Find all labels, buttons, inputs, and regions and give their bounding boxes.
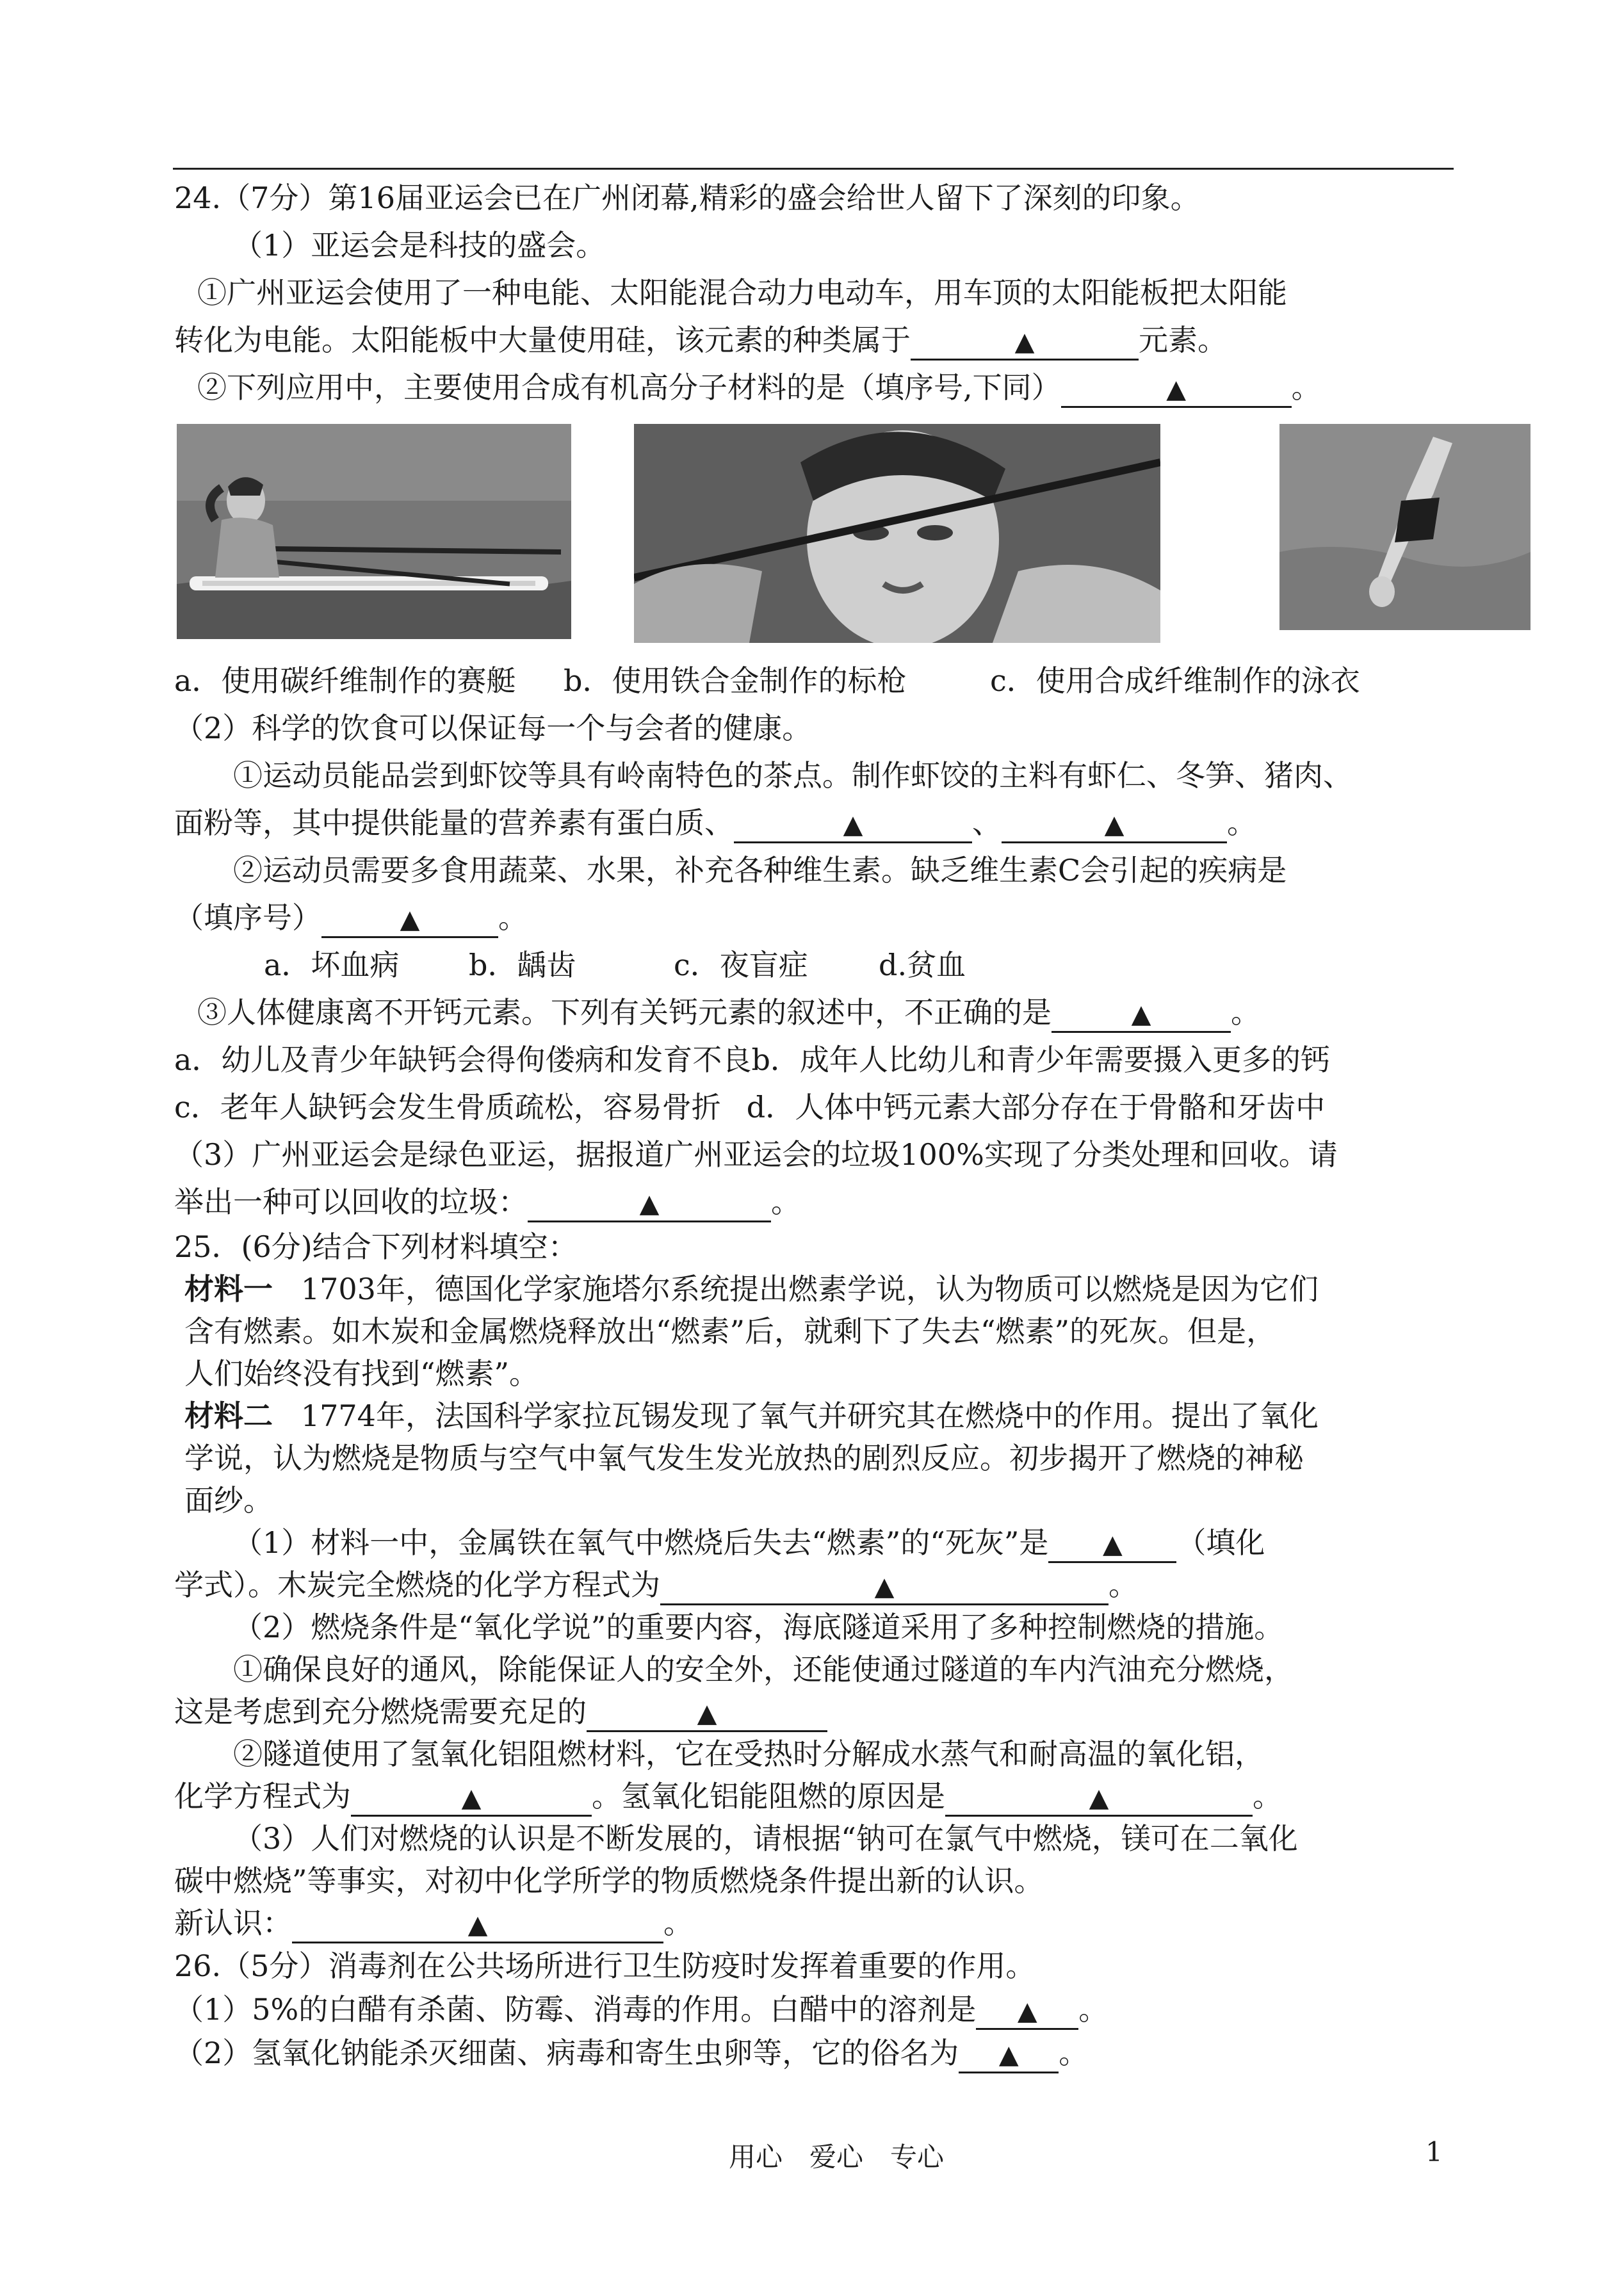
answer-blank-nutrient-1[interactable] [734, 806, 972, 843]
q25-part2-a-text: 这是考虑到充分燃烧需要充足的 [174, 1694, 587, 1729]
q24-part2-a-separator: 、 [972, 806, 1002, 840]
answer-blank-vinegar-solvent[interactable] [976, 1993, 1078, 2030]
q24-part2-c-line [174, 989, 1461, 1036]
q24-part2-a-line2 [174, 799, 1461, 847]
q24-part1-b-line [174, 364, 1461, 411]
diver-photo [1279, 424, 1531, 630]
rowing-boat-photo [177, 424, 571, 639]
answer-blank-nutrient-2[interactable] [1002, 806, 1227, 843]
answer-blank-vitamin-c-disease[interactable] [321, 901, 498, 938]
triangle-marker-icon [1089, 1783, 1109, 1813]
footer-motto: 用心 爱心 专心 [729, 2141, 945, 2173]
triangle-marker-icon [640, 1189, 660, 1219]
triangle-marker-icon [1015, 327, 1035, 357]
option-c: c．夜盲症 [674, 948, 808, 982]
q25-part3-line1: （3）人们对燃烧的认识是不断发展的，请根据“钠可在氯气中燃烧，镁可在二氧化 [233, 1821, 1298, 1856]
answer-blank-polymer-material[interactable] [1061, 371, 1292, 408]
answer-blank-calcium[interactable] [1052, 996, 1231, 1033]
exam-content [174, 174, 1461, 2075]
q25-part1-line2 [174, 1564, 1461, 1606]
calcium-option-d: d．人体中钙元素大部分存在于骨骼和牙齿中 [746, 1090, 1326, 1124]
answer-blank-new-understanding[interactable] [292, 1906, 663, 1943]
q26-part2-text: （2）氢氧化钠能杀灭细菌、病毒和寄生虫卵等，它的俗名为 [174, 2036, 959, 2070]
calcium-option-c: c．老年人缺钙会发生骨质疏松，容易骨折 [174, 1090, 721, 1124]
answer-blank-flame-retardant-reason[interactable] [945, 1780, 1253, 1817]
option-a: a．坏血病 [264, 948, 400, 982]
q25-part1-suffix2: 。 [1108, 1568, 1138, 1602]
q25-part3-line3 [174, 1902, 1461, 1944]
q25-part2-a-line1: ①确保良好的通风，除能保证人的安全外，还能使通过隧道的车内汽油充分燃烧， [233, 1652, 1294, 1687]
q25-part2-b-mid: 。氢氧化铝能阻燃的原因是 [592, 1779, 945, 1813]
q26-part1-text: （1）5%的白醋有杀菌、防霉、消毒的作用。白醋中的溶剂是 [174, 1992, 977, 2027]
q24-part1-a-suffix: 元素。 [1139, 323, 1227, 357]
triangle-marker-icon [1166, 375, 1186, 404]
q25-part3-suffix: 。 [663, 1906, 693, 1940]
javelin-thrower-photo [634, 424, 1160, 643]
header-rule [173, 168, 1454, 170]
q25-part1-suffix: （填化 [1176, 1525, 1265, 1560]
triangle-marker-icon [1103, 1530, 1123, 1559]
triangle-marker-icon [999, 2040, 1019, 2070]
q24-part2-a-line1: ①运动员能品尝到虾饺等具有岭南特色的茶点。制作虾饺的主料有虾仁、冬笋、猪肉、 [233, 758, 1352, 793]
q24-title: 24.（7分）第16届亚运会已在广州闭幕,精彩的盛会给世人留下了深刻的印象。 [174, 181, 1200, 215]
caption-c: c．使用合成纤维制作的泳衣 [990, 663, 1360, 698]
triangle-marker-icon [468, 1910, 488, 1940]
q24-part2-b-options [174, 941, 1461, 989]
answer-blank-recyclable[interactable] [528, 1185, 771, 1222]
q25-material1-line2: 含有燃素。如木炭和金属燃烧释放出“燃素”后，就剩下了失去“燃素”的死灰。但是， [184, 1314, 1276, 1349]
caption-b: b．使用铁合金制作的标枪 [564, 663, 907, 698]
caption-a: a．使用碳纤维制作的赛艇 [174, 663, 516, 698]
q24-part1-a-text: 转化为电能。太阳能板中大量使用硅，该元素的种类属于 [174, 323, 911, 357]
q24-part2-a-text: 面粉等，其中提供能量的营养素有蛋白质、 [174, 806, 734, 840]
triangle-marker-icon [697, 1699, 717, 1728]
q26-part2-line [174, 2031, 1461, 2075]
q24-part2-c-suffix: 。 [1231, 995, 1260, 1030]
q25-title: 25．(6分)结合下列材料填空： [174, 1229, 578, 1264]
q25-part2-heading: （2）燃烧条件是“氧化学说”的重要内容，海底隧道采用了多种控制燃烧的措施。 [233, 1610, 1284, 1644]
q25-material2-line3: 面纱。 [184, 1483, 273, 1518]
q26-part1-suffix: 。 [1078, 1992, 1108, 2027]
q24-part2-b-text: （填序号） [174, 900, 321, 935]
q24-part2-b-line2 [174, 894, 1461, 941]
q25-part1-text2: 学式）。木炭完全燃烧的化学方程式为 [174, 1568, 660, 1602]
option-d: d.贫血 [879, 948, 966, 982]
calcium-option-b: b．成年人比幼儿和青少年需要摄入更多的钙 [751, 1042, 1330, 1077]
q24-part2-c-options-ab [174, 1036, 1461, 1083]
triangle-marker-icon [1132, 1000, 1151, 1029]
q24-part1-a-line2 [174, 316, 1461, 364]
q24-part1-heading: （1）亚运会是科技的盛会。 [233, 228, 606, 263]
q24-part2-b-suffix: 。 [498, 900, 528, 935]
q25-part2-b-text: 化学方程式为 [174, 1779, 351, 1813]
q24-part3-line2 [174, 1178, 1461, 1226]
q26-part1-line [174, 1988, 1461, 2031]
q25-part2-b-line1: ②隧道使用了氢氧化铝阻燃材料，它在受热时分解成水蒸气和耐高温的氧化铝， [233, 1737, 1264, 1771]
q24-part1-a-line1: ①广州亚运会使用了一种电能、太阳能混合动力电动车，用车顶的太阳能板把太阳能 [197, 275, 1287, 310]
q26-part2-suffix: 。 [1059, 2036, 1089, 2070]
q24-part2-b-line1: ②运动员需要多食用蔬菜、水果，补充各种维生素。缺乏维生素C会引起的疾病是 [233, 853, 1287, 888]
material1-text1: 1703年，德国化学家施塔尔系统提出燃素学说，认为物质可以燃烧是因为它们 [300, 1272, 1319, 1306]
triangle-marker-icon [843, 810, 863, 839]
calcium-option-a: a．幼儿及青少年缺钙会得佝偻病和发育不良 [174, 1042, 752, 1077]
material1-label: 材料一 [184, 1272, 273, 1306]
q25-part3-line2: 碳中燃烧”等事实，对初中化学所学的物质燃烧条件提出新的认识。 [174, 1863, 1044, 1898]
q24-part2-a-suffix: 。 [1227, 806, 1256, 840]
q24-part3-line1: （3）广州亚运会是绿色亚运，据报道广州亚运会的垃圾100%实现了分类处理和回收。请 [174, 1137, 1338, 1172]
q25-part2-b-line2 [174, 1775, 1461, 1817]
answer-blank-combustion-need[interactable] [587, 1695, 827, 1732]
triangle-marker-icon [462, 1783, 482, 1813]
triangle-marker-icon [400, 905, 420, 934]
q24-part3-suffix: 。 [771, 1185, 800, 1219]
page-number: 1 [1425, 2136, 1443, 2168]
q25-part3-text: 新认识： [174, 1906, 292, 1940]
triangle-marker-icon [1105, 810, 1125, 839]
photo-row [174, 424, 1461, 654]
q25-part1-line1 [174, 1521, 1461, 1564]
q25-material1-line1 [174, 1268, 1461, 1310]
answer-blank-charcoal-equation[interactable] [660, 1568, 1108, 1605]
q26-title: 26.（5分）消毒剂在公共场所进行卫生防疫时发挥着重要的作用。 [174, 1949, 1035, 1983]
q24-part2-c-text: ③人体健康离不开钙元素。下列有关钙元素的叙述中，不正确的是 [197, 995, 1052, 1030]
q24-part2-heading: （2）科学的饮食可以保证每一个与会者的健康。 [174, 711, 812, 745]
material2-label: 材料二 [184, 1399, 273, 1433]
q25-material1-line3: 人们始终没有找到“燃素”。 [184, 1356, 539, 1391]
answer-blank-decomposition-equation[interactable] [351, 1780, 592, 1817]
material2-text1: 1774年，法国科学家拉瓦锡发现了氧气并研究其在燃烧中的作用。提出了氧化 [300, 1399, 1319, 1433]
q25-part2-a-line2 [174, 1691, 1461, 1733]
answer-blank-silicon-type[interactable] [911, 323, 1139, 361]
q24-part2-c-options-cd [174, 1083, 1461, 1131]
option-b: b．龋齿 [469, 948, 576, 982]
triangle-marker-icon [875, 1572, 895, 1602]
q25-material2-line2: 学说，认为燃烧是物质与空气中氧气发生发光放热的剧烈反应。初步揭开了燃烧的神秘 [184, 1441, 1304, 1475]
answer-blank-naoh-common-name[interactable] [959, 2036, 1059, 2073]
triangle-marker-icon [1018, 1997, 1037, 2026]
q24-part3-text: 举出一种可以回收的垃圾： [174, 1185, 528, 1219]
answer-blank-dead-ash-formula[interactable] [1048, 1526, 1176, 1563]
photo-captions [174, 657, 1461, 704]
q25-material2-line1 [174, 1395, 1461, 1437]
q24-part1-b-suffix: 。 [1291, 370, 1321, 405]
q24-part1-b-text: ②下列应用中，主要使用合成有机高分子材料的是（填序号,下同） [197, 370, 1061, 405]
q25-part2-b-suffix: 。 [1253, 1779, 1282, 1813]
q25-part1-text: （1）材料一中，金属铁在氧气中燃烧后失去“燃素”的“死灰”是 [233, 1525, 1049, 1560]
